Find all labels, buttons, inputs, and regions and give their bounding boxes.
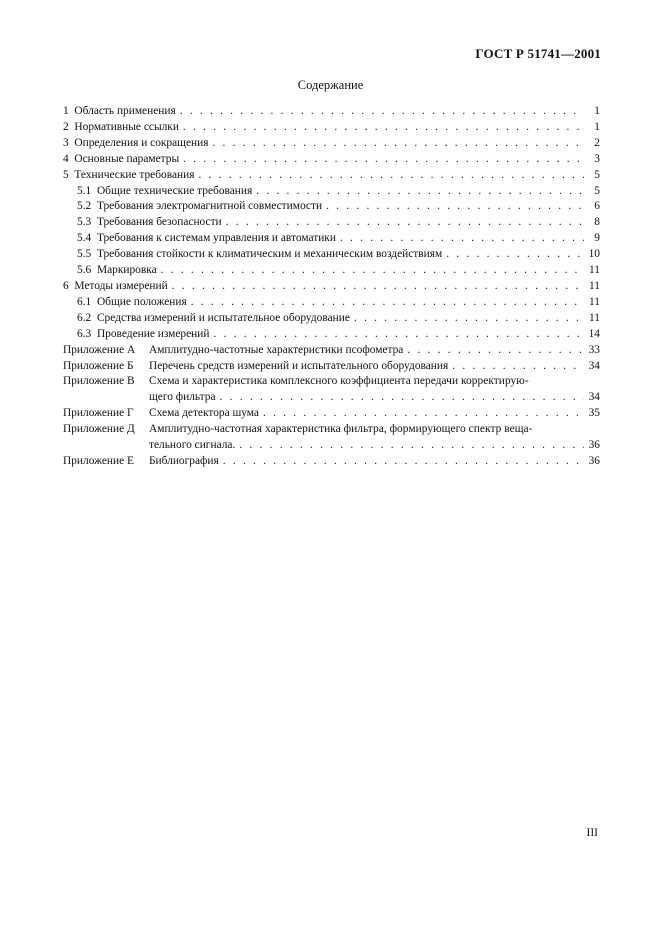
- toc-entry-page: 11: [589, 279, 600, 292]
- toc-entry-label: [77, 199, 322, 215]
- toc-entry[interactable]: [63, 104, 600, 120]
- toc-entry-title: Средства измерений и испытательное оборудование: [91, 311, 350, 324]
- toc-sections: [63, 104, 600, 343]
- toc-entry[interactable]: [63, 168, 600, 184]
- table-of-contents: [63, 104, 600, 470]
- dot-leader: [213, 327, 584, 343]
- toc-entry-label: [63, 168, 194, 184]
- toc-entry-number: 6.2: [77, 311, 92, 324]
- appendix-title-line2: щего фильтра: [149, 391, 216, 404]
- toc-entry-title: Технические требования: [68, 168, 195, 181]
- toc-entry-number: 6.1: [77, 295, 92, 308]
- appendix-title: Амплитудно-частотные характеристики псофометра: [149, 343, 404, 356]
- toc-entry-page: 1: [594, 120, 600, 133]
- appendix-prefix: Приложение Г: [63, 407, 134, 420]
- appendix-title-line2-row: [149, 438, 600, 454]
- appendix-page: 36: [588, 439, 600, 452]
- appendix-entry[interactable]: [63, 359, 600, 375]
- toc-entry[interactable]: [63, 231, 600, 247]
- appendix-prefix: Приложение Б: [63, 359, 134, 372]
- appendix-body: [149, 359, 600, 375]
- dot-leader: [239, 438, 584, 454]
- toc-entry-page: 14: [588, 327, 600, 340]
- toc-entry-number: 5.1: [77, 184, 92, 197]
- toc-entry[interactable]: [63, 311, 600, 327]
- toc-entry-label: [77, 311, 350, 327]
- appendix-entry[interactable]: [63, 343, 600, 359]
- appendix-entry[interactable]: [63, 406, 600, 422]
- appendix-page: 34: [588, 359, 600, 372]
- toc-entry[interactable]: [63, 295, 600, 311]
- appendix-title-line2-row: [149, 390, 600, 406]
- toc-entry-number: 4: [63, 152, 69, 165]
- toc-entry-title: Общие положения: [91, 295, 187, 308]
- toc-entry[interactable]: [63, 279, 600, 295]
- appendix-title-row: [149, 359, 600, 375]
- toc-entry[interactable]: [63, 327, 600, 343]
- toc-entry-number: 2: [63, 120, 69, 133]
- dot-leader: [263, 406, 584, 422]
- appendix-entry[interactable]: [63, 374, 600, 406]
- appendix-title-row: [149, 406, 600, 422]
- appendix-title: Перечень средств измерений и испытательного оборудования: [149, 359, 449, 372]
- toc-entry[interactable]: [63, 184, 600, 200]
- appendix-title: Схема детектора шума: [149, 407, 259, 420]
- toc-entry-label: [77, 327, 209, 343]
- appendix-entry[interactable]: [63, 422, 600, 454]
- toc-entry-label: [77, 231, 336, 247]
- page-number: III: [586, 827, 598, 839]
- dot-leader: [452, 359, 584, 375]
- toc-entry-title: Требования к системам управления и автоматики: [91, 232, 336, 245]
- toc-entry-title: Требования электромагнитной совместимости: [91, 200, 323, 213]
- toc-entry-label: [63, 279, 168, 295]
- dot-leader: [354, 311, 584, 327]
- dot-leader: [183, 152, 584, 168]
- toc-entry-label: [63, 104, 176, 120]
- toc-entry-number: 5.4: [77, 232, 92, 245]
- toc-entry-title: Требования безопасности: [91, 216, 222, 229]
- toc-appendices: [63, 343, 600, 470]
- appendix-prefix: Приложение Е: [63, 454, 134, 467]
- dot-leader: [180, 104, 584, 120]
- toc-entry-title: Определения и сокращения: [68, 136, 209, 149]
- appendix-title-line1: Схема и характеристика комплексного коэффициента передачи корректирую-: [149, 375, 529, 388]
- toc-entry[interactable]: [63, 120, 600, 136]
- toc-entry-label: [63, 152, 179, 168]
- toc-entry-number: 1: [63, 105, 69, 117]
- toc-entry-label: [77, 263, 157, 279]
- toc-entry-page: 11: [589, 264, 600, 277]
- dot-leader: [226, 215, 584, 231]
- appendix-title: Библиография: [149, 454, 219, 467]
- toc-entry[interactable]: [63, 215, 600, 231]
- appendix-title-row: [149, 343, 600, 359]
- dot-leader: [446, 247, 584, 263]
- appendix-page: 35: [588, 407, 600, 420]
- toc-entry-page: 5: [594, 168, 600, 181]
- toc-entry-label: [77, 184, 252, 200]
- appendix-prefix: Приложение В: [63, 375, 135, 388]
- appendix-body: [149, 422, 600, 454]
- appendix-title-row: [149, 454, 600, 470]
- dot-leader: [407, 343, 584, 359]
- appendix-prefix: Приложение А: [63, 343, 136, 356]
- dot-leader: [256, 184, 584, 200]
- toc-entry-title: Проведение измерений: [91, 327, 210, 340]
- dot-leader: [223, 454, 584, 470]
- dot-leader: [326, 199, 584, 215]
- dot-leader: [161, 263, 584, 279]
- toc-entry-label: [77, 247, 442, 263]
- toc-entry-page: 5: [594, 184, 600, 197]
- toc-entry-number: 5.6: [77, 264, 92, 277]
- toc-entry-page: 11: [589, 295, 600, 308]
- toc-entry-page: 8: [594, 216, 600, 229]
- toc-entry-label: [77, 295, 187, 311]
- toc-entry-title: Область применения: [68, 105, 176, 117]
- appendix-page: 36: [588, 454, 600, 467]
- toc-entry-title: Общие технические требования: [91, 184, 253, 197]
- toc-entry-page: 10: [588, 248, 600, 261]
- toc-entry-number: 6.3: [77, 327, 92, 340]
- toc-entry-page: 1: [594, 105, 600, 117]
- toc-entry-number: 5: [63, 168, 69, 181]
- toc-entry[interactable]: [63, 136, 600, 152]
- toc-entry-number: 5.5: [77, 248, 92, 261]
- toc-entry-title: Методы измерений: [68, 279, 168, 292]
- toc-entry-number: 3: [63, 136, 69, 149]
- toc-entry-label: [63, 136, 208, 152]
- toc-entry[interactable]: [63, 199, 600, 215]
- appendix-title-line1: Амплитудно-частотная характеристика фильтра, формирующего спектр веща-: [149, 423, 533, 436]
- toc-entry-number: 6: [63, 279, 69, 292]
- toc-entry-title: Маркировка: [91, 264, 157, 277]
- appendix-page: 34: [588, 391, 600, 404]
- toc-entry-page: 9: [594, 232, 600, 245]
- toc-entry-title: Нормативные ссылки: [68, 120, 179, 133]
- appendix-body: [149, 406, 600, 422]
- toc-entry[interactable]: [63, 152, 600, 168]
- dot-leader: [340, 231, 584, 247]
- appendix-page: 33: [588, 343, 600, 356]
- toc-entry-page: 3: [594, 152, 600, 165]
- dot-leader: [220, 390, 584, 406]
- toc-title: Содержание: [297, 78, 364, 92]
- toc-entry-page: 6: [594, 200, 600, 213]
- appendix-prefix: Приложение Д: [63, 423, 135, 436]
- toc-entry-label: [63, 120, 179, 136]
- dot-leader: [172, 279, 584, 295]
- toc-entry-title: Требования стойкости к климатическим и механическим воздействиям: [91, 248, 443, 261]
- dot-leader: [183, 120, 584, 136]
- document-code: ГОСТ Р 51741—2001: [475, 46, 601, 61]
- toc-entry-number: 5.2: [77, 200, 92, 213]
- toc-entry-title: Основные параметры: [68, 152, 180, 165]
- dot-leader: [212, 136, 584, 152]
- appendix-title-line2: тельного сигнала.: [149, 439, 236, 452]
- appendix-entry[interactable]: [63, 454, 600, 470]
- toc-entry-page: 2: [594, 136, 600, 149]
- appendix-body: [149, 374, 600, 406]
- toc-entry-label: [77, 215, 222, 231]
- toc-entry-page: 11: [589, 311, 600, 324]
- dot-leader: [191, 295, 584, 311]
- toc-entry-number: 5.3: [77, 216, 92, 229]
- toc-entry[interactable]: [63, 247, 600, 263]
- appendix-body: [149, 343, 600, 359]
- dot-leader: [198, 168, 584, 184]
- appendix-body: [149, 454, 600, 470]
- toc-entry[interactable]: [63, 263, 600, 279]
